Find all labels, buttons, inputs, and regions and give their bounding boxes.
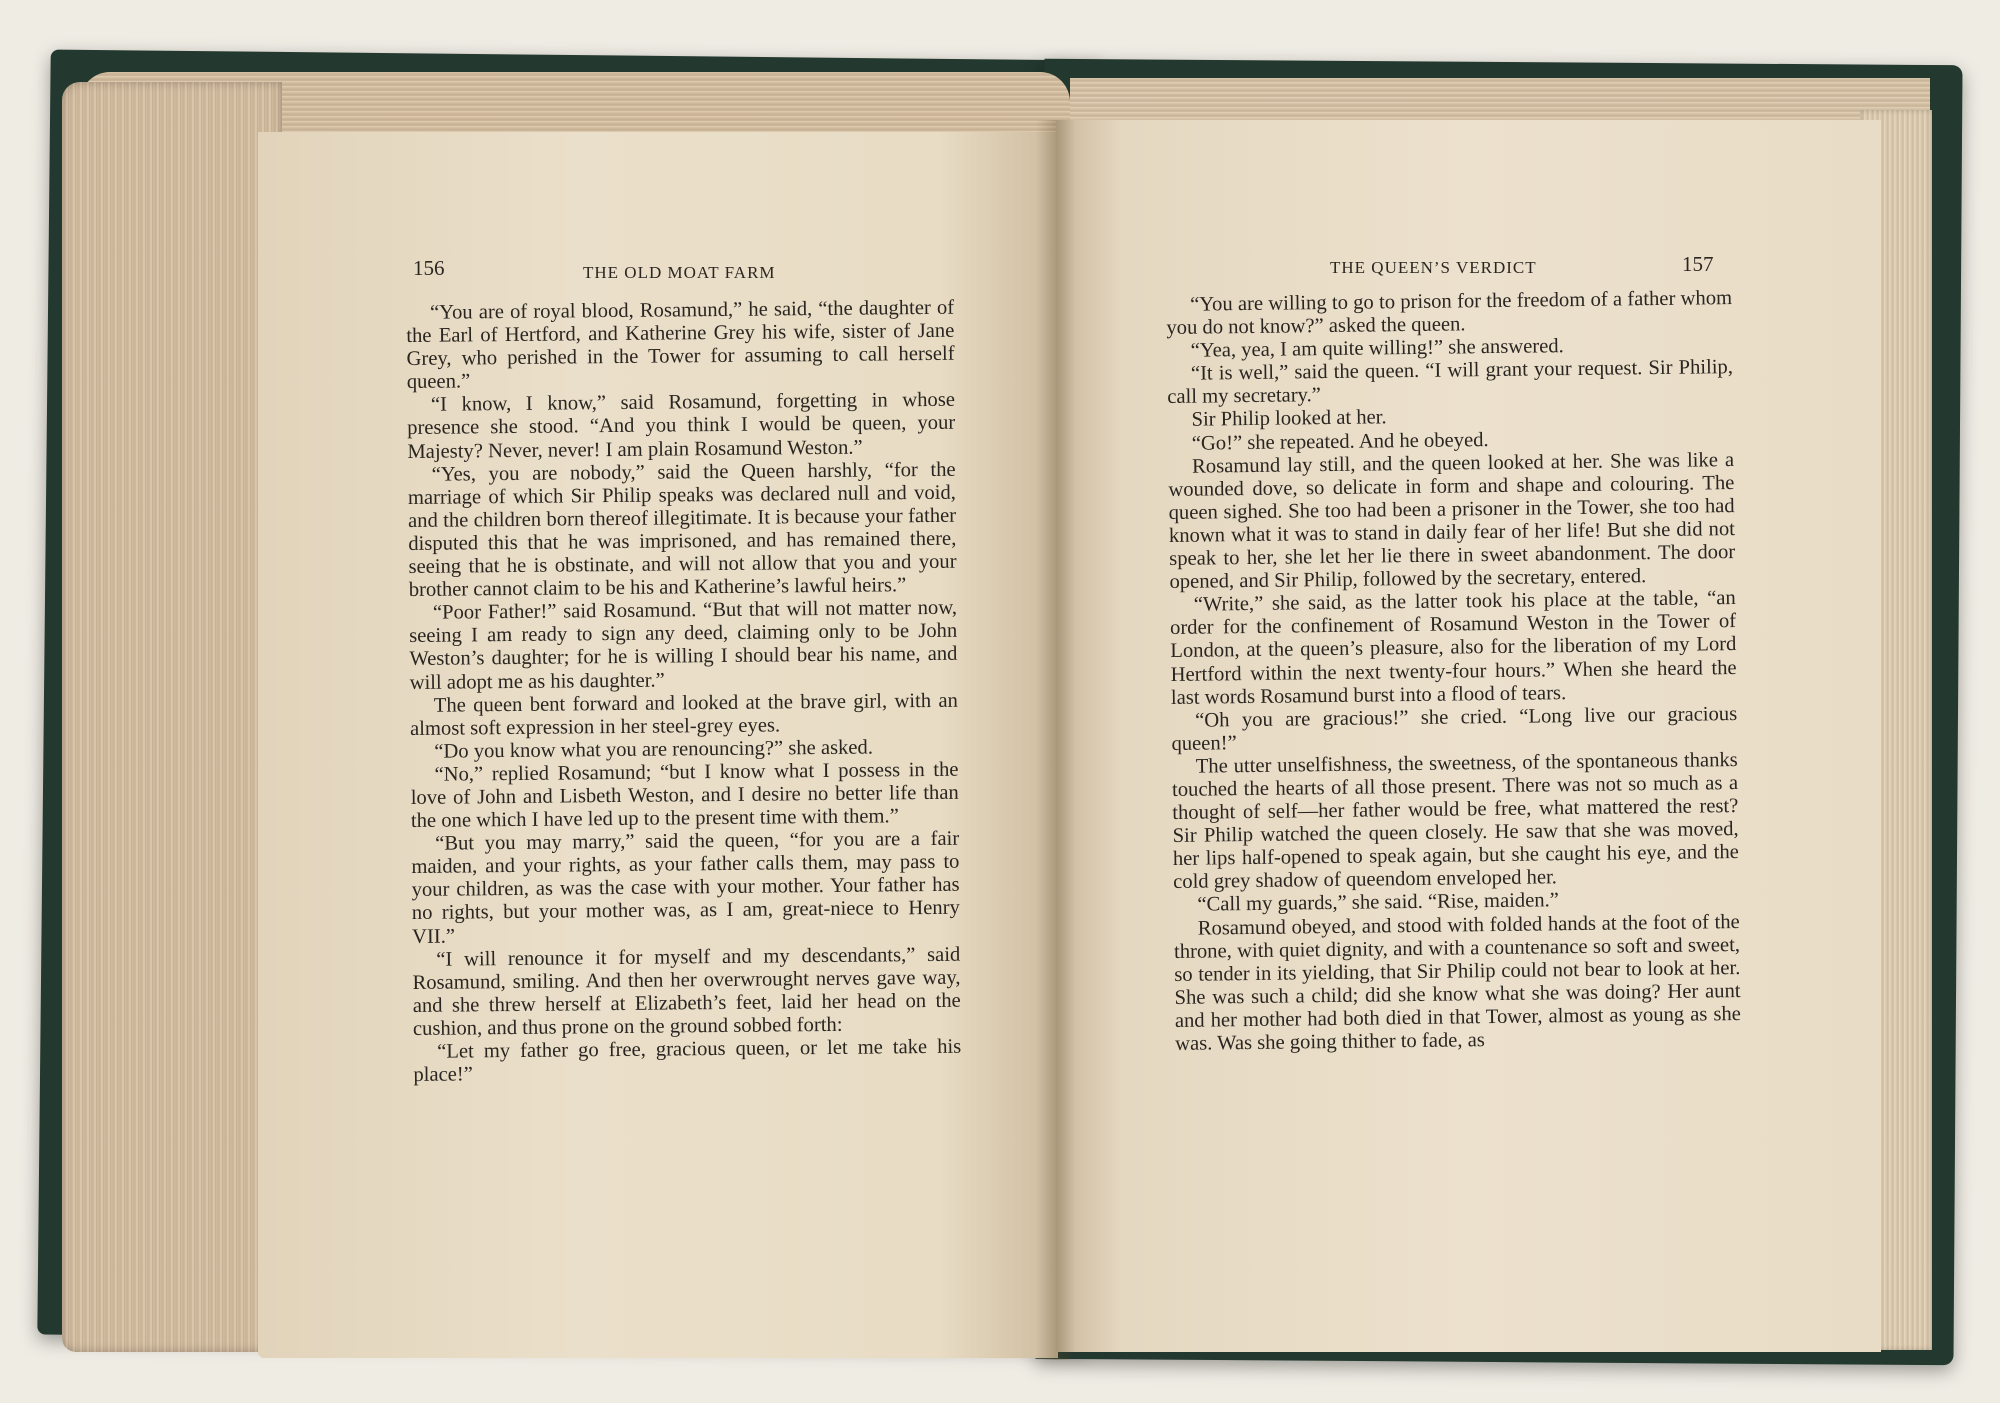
- page-body: [1166, 287, 1741, 1056]
- paragraph: Sir Philip looked at her.: [1191, 406, 1387, 432]
- paragraph: “I know, I know,” said Rosamund, forgetting in whose presence she stood. “And you think I would be queen, your Majesty? Never, never! I am plain Rosamund Weston.”: [407, 389, 956, 463]
- paragraph: Rosamund obeyed, and stood with folded hands at the foot of the throne, with quiet dignity, and with a countenance so soft and sweet, so tender in its yielding, that Sir Philip could not bear to look at her. She was such a child; did she know what she was doing? Her aunt and her mother had both died in that Tower, almost as young as she was. Was she going thither to fade, as: [1173, 910, 1741, 1055]
- paragraph: “Yea, yea, I am quite willing!” she answered.: [1190, 335, 1564, 362]
- paragraph: “Oh you are gracious!” she cried. “Long live our gracious queen!”: [1171, 702, 1738, 755]
- book-gutter: [1036, 120, 1076, 1360]
- page-number: 156: [413, 256, 445, 280]
- paragraph: “No,” replied Rosamund; “but I know what I possess in the love of John and Lisbeth Weston, and I desire no better life than the one which I have led up to the present time with them.”: [410, 758, 959, 833]
- paragraph: The queen bent forward and looked at the brave girl, with an almost soft expression in her steel-grey eyes.: [409, 689, 958, 740]
- page-edges-top-right: [1070, 78, 1930, 123]
- page-edges-left: [62, 82, 282, 1352]
- paragraph: “You are of royal blood, Rosamund,” he said, “the daughter of the Earl of Hertford, and Katherine Grey his wife, sister of Jane Grey, who perished in the Tower for assuming to call herself queen.”: [406, 296, 955, 394]
- paragraph: “I will renounce it for myself and my descendants,” said Rosamund, smiling. And then her overwrought nerves gave way, and she threw herself at Elizabeth’s feet, laid her head on the cushion, and thus prone on the ground sobbed forth:: [412, 943, 961, 1040]
- page-number: 157: [1682, 252, 1714, 276]
- paragraph: “Call my guards,” she said. “Rise, maiden.”: [1197, 889, 1560, 917]
- paragraph: “Write,” she said, as the latter took his place at the table, “an order for the confinement of Rosamund Weston in the Tower of London, at the queen’s pleasure, also for the liberation of my Lord Hertford within the next twenty-four hours.” When she heard the last words Rosamund burst into a flood of tears.: [1169, 587, 1737, 709]
- paragraph: “Do you know what you are renouncing?” she asked.: [434, 736, 874, 763]
- paragraph: The utter unselfishness, the sweetness, of the spontaneous thanks touched the hearts of all those present. There was not so much as a thought of self—her father would be free, what mattered the rest? Sir Philip watched the queen closely. He saw that she was moved, her lips half-opened to speak again, but she caught his eye, and the cold grey shadow of queendom enveloped her.: [1171, 748, 1739, 894]
- paragraph: “But you may marry,” said the queen, “for you are a fair maiden, and your rights, as your father calls them, may pass to your children, as was the case with your mother. Your father has no rights, but your mother was, as I am, great-niece to Henry VII.”: [411, 827, 960, 948]
- paragraph: “Let my father go free, gracious queen, or let me take his place!”: [413, 1035, 962, 1087]
- page-body: [406, 297, 962, 1087]
- paragraph: “It is well,” said the queen. “I will grant your request. Sir Philip, call my secretary.”: [1167, 356, 1734, 409]
- paragraph: Rosamund lay still, and the queen looked at her. She was like a wounded dove, so delicate in form and shape and colouring. The queen sighed. She too had been a prisoner in the Tower, she too had known what it was to stand in daily fear of her life! But she did not speak to her, she let her lie there in sweet abandonment. The door opened, and Sir Philip, followed by the secretary, entered.: [1168, 448, 1736, 594]
- right-page: [1056, 120, 1881, 1352]
- paragraph: “Go!” she repeated. And he obeyed.: [1191, 428, 1489, 455]
- left-page: [258, 132, 1058, 1358]
- running-head: THE OLD MOAT FARM: [583, 263, 776, 282]
- paragraph: “You are willing to go to prison for the freedom of a father whom you do not know?” asked the queen.: [1166, 287, 1733, 340]
- running-head: THE QUEEN’S VERDICT: [1330, 258, 1537, 277]
- paragraph: “Poor Father!” said Rosamund. “But that will not matter now, seeing I am ready to sign any deed, claiming only to be John Weston’s daughter; for he is willing I should bear his name, and will adopt me as his daughter.”: [409, 596, 958, 694]
- paragraph: “Yes, you are nobody,” said the Queen harshly, “for the marriage of which Sir Philip speaks was declared null and void, and the children born thereof illegitimate. It is because your father disputed this that he was imprisoned, and has remained there, seeing that he is obstinate, and will not allow that you and your brother cannot claim to be his and Katherine’s lawful heirs.”: [407, 458, 957, 602]
